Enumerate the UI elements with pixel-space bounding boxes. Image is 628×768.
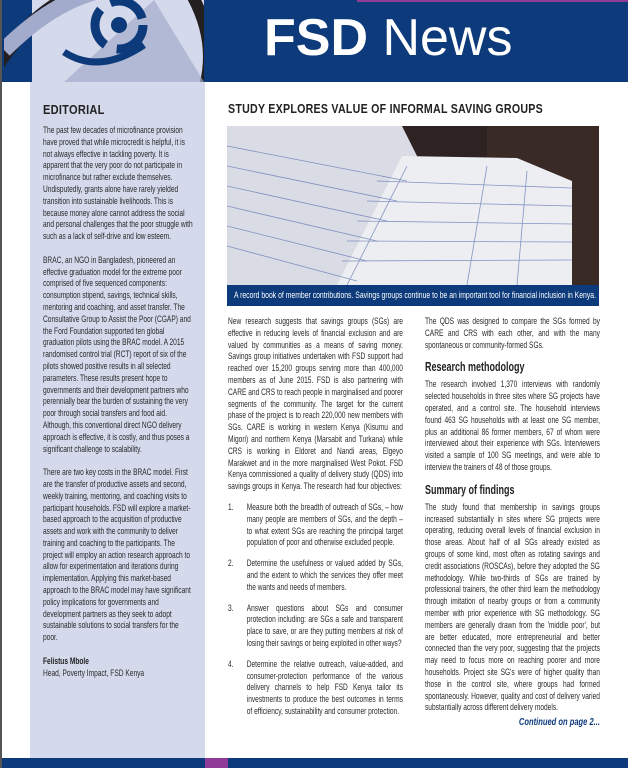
item-text: Determine the usefulness or valued added by SGs, and the extent to which the services they offer meet the wants and needs of members. <box>246 558 403 592</box>
accent-stripe <box>357 0 628 2</box>
newsletter-title <box>264 8 512 68</box>
editorial-heading: EDITORIAL <box>43 102 105 117</box>
findings-paragraph: The study found that membership in savings groups increased substantially in sites where SG projects were operating, reducing overall levels of financial exclusion in those areas. About half of all SGs already existed as groups of some kind, most often as rotating savings and credit associations (ROSCAs), before they adopted the SG methodology. While two-thirds of SGs are trained by professional trainers, the other third learn the methodology through imitation of nearby groups or from a community member with prior experience with SG methodology. SG members are generally drawn from the 'middle poor', but are better educated, more entrepreneurial and better connected than the very poor, suggesting that the projects may need to focus more on reaching poorer and more households. Project site SG's were of higher quality than those in the control site, where groups had formed spontaneously. However, quality and cost of delivery varied substantially across different delivery models. <box>425 501 600 713</box>
list-item <box>228 603 403 650</box>
item-number: 2. <box>228 558 234 569</box>
qds-paragraph: The QDS was designed to compare the SGs formed by CARE and CRS with each other, and with the many spontaneous or community-formed SGs. <box>425 316 600 350</box>
item-number: 4. <box>228 658 234 669</box>
section-heading-findings: Summary of findings <box>425 482 515 497</box>
editorial-paragraph: BRAC, an NGO in Bangladesh, pioneered an effective graduation model for the extreme poor comprised of five sequenced components: consumption stipend, savings, technical skills, mentoring and coaching, and asset transfer. The Consultative Group to Assist the Poor (CGAP) and the Ford Foundation supported ten global graduation pilots using the BRAC model. A 2015 randomised control trial (RCT) report of six of the pilots showed positive results in all selected parameters. These results present hope to governments and their development partners who perennially bear the burden of sustaining the very poor through social transfers and food aid. Although, this conventional direct NGO delivery approach is effective, it is costly, and thus poses a significant challenge to scalability. <box>43 254 191 454</box>
masthead <box>2 0 628 82</box>
author-name: Felistus Mbole <box>43 655 89 666</box>
footer-bar <box>2 758 628 768</box>
author-title: Head, Poverty Impact, FSD Kenya <box>43 667 145 678</box>
item-text: Measure both the breadth of outreach of SGs, – how many people are members of SGs, and the depth – to what extent SGs are reaching the principal target population of poor and otherwise excluded people. <box>246 501 403 548</box>
item-text: Answer questions about SGs and consumer protection including: are SGs a safe and transparent place to save, or are they putting members at risk of losing their savings or being exploited in other ways? <box>246 602 403 648</box>
methodology-paragraph: The research involved 1,370 interviews with randomly selected households in three sites where SG projects have operated, and a control site. The household interviews found 463 SG households with at least one SG member, plus an additional 86 former members, 67 of whom were interviewed about their experience with SGs. Interviewers visited a sample of 100 SG meetings, and were able to interview the trainers of 48 of those groups. <box>425 379 600 472</box>
item-number: 3. <box>228 602 234 613</box>
editorial-paragraph: The past few decades of microfinance provision have proved that while microcredit is helpful, it is not always effective in tackling poverty. It is apparent that the very poor do not participate in microfinance but rather exclude themselves. Undisputedly, grants alone have rarely yielded transition into sustainable livelihoods. This is because money alone cannot address the social and personal challenges that the poor struggle with such as a lack of self-drive and low esteem. <box>43 125 193 242</box>
footer-accent <box>205 758 228 768</box>
article-column-1 <box>228 316 403 727</box>
editorial-body <box>43 125 193 679</box>
title-light: News <box>382 9 513 67</box>
record-book-photo <box>227 126 599 285</box>
fsd-swirl-logo-icon <box>4 0 204 82</box>
list-item <box>228 502 403 549</box>
title-bold: FSD <box>264 9 368 67</box>
objectives-list <box>228 502 403 718</box>
photo-caption <box>227 285 599 306</box>
item-text: Determine the relative outreach, value-added, and consumer-protection performance of the various delivery channels to help FSD Kenya tailor its investments to produce the best outcomes in terms of efficiency, sustainability and consumer protection. <box>246 658 403 716</box>
list-item <box>228 659 403 718</box>
editorial-paragraph: There are two key costs in the BRAC model. First are the transfer of productive assets and second, weekly training, mentoring, and coaching visits to participant households. FSD will explore a market-based approach to the acquisition of productive assets and work with the community to deliver training and coaching to the participants. The project will employ an action research approach to allow for experimentation and iterations during implementation. Applying this market-based approach to the BRAC model may have significant policy implications for governments and development partners as they seek to adopt sustainable solutions to social transfers for the poor. <box>43 467 191 643</box>
item-number: 1. <box>228 501 234 512</box>
article-intro: New research suggests that savings groups (SGs) are effective in reducing levels of financial exclusion and are valued by communities as a means of saving money. Savings group initiatives undertaken with FSD support had reached over 15,200 groups serving more than 400,000 members as of June 2015. FSD is also partnering with CARE and CRS to reach people in marginalised and poorer segments of the community. The target for the current phase of the project is to reach 220,000 new members with SGs. CARE is working in western Kenya (Kisumu and Migori) and northern Kenya (Marsabit and Turkana) while CRS is working in Eldoret and Nandi areas, Elgeyo Marakwet and in the more marginalised West Pokot. FSD Kenya commissioned a quality of delivery study (QDS) into savings groups in Kenya. The research had four objectives: <box>228 316 403 492</box>
article-column-2 <box>425 316 600 729</box>
list-item <box>228 558 403 593</box>
continued-link[interactable]: Continued on page 2... <box>518 716 600 729</box>
page-edge <box>0 0 2 768</box>
caption-text: A record book of member contributions. Savings groups continue to be an important tool for financial inclusion in Kenya. <box>234 290 596 300</box>
section-heading-methodology: Research methodology <box>425 360 525 375</box>
article-heading: STUDY EXPLORES VALUE OF INFORMAL SAVING GROUPS <box>228 102 543 116</box>
